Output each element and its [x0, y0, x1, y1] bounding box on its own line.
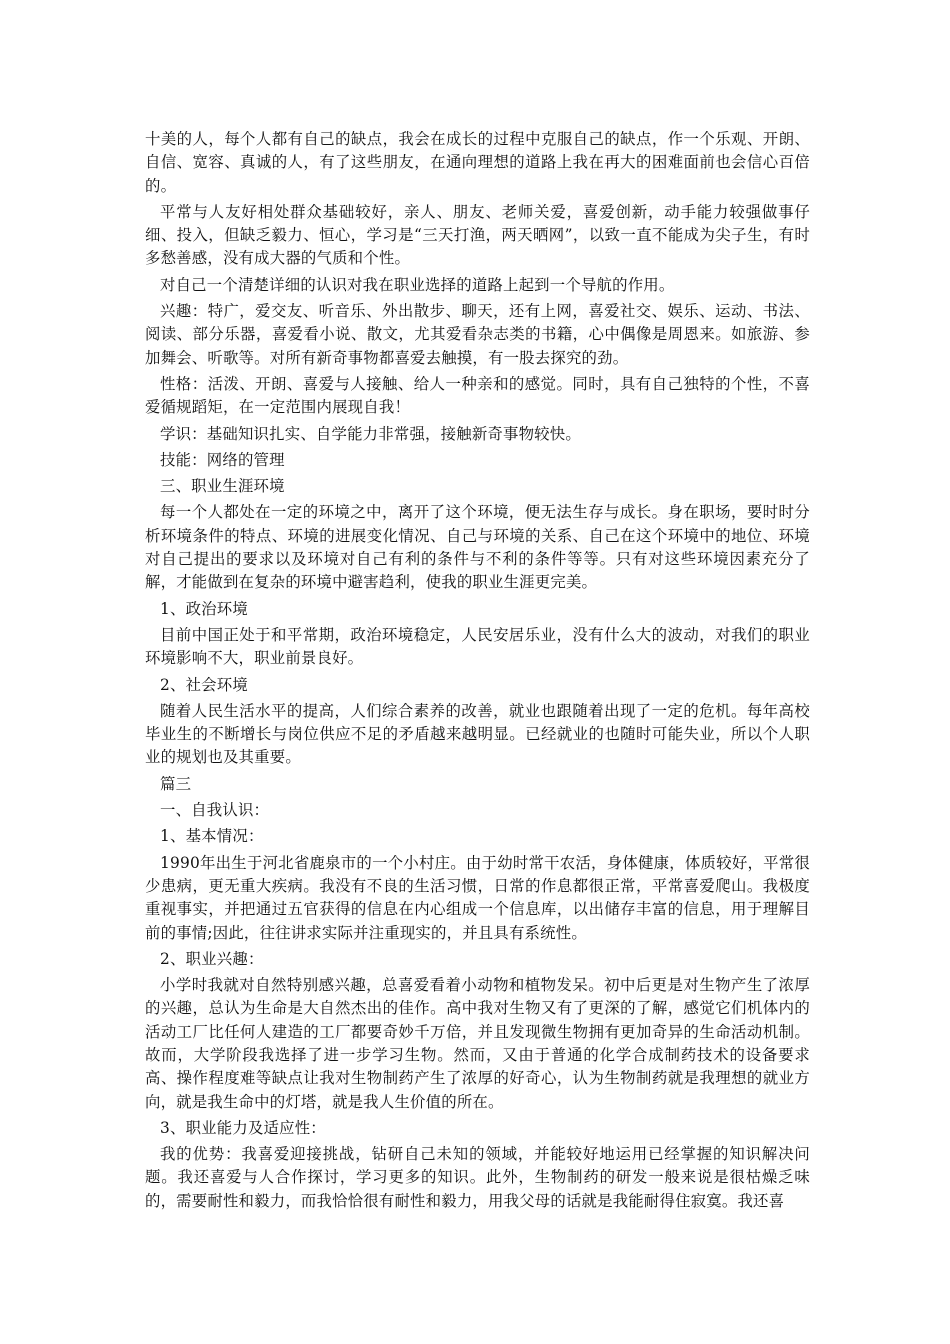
paragraph: 学识：基础知识扎实、自学能力非常强，接触新奇事物较快。: [160, 424, 581, 443]
paragraph: 1990年出生于河北省鹿泉市的一个小村庄。由于幼时常干农活，身体健康，体质较好，平常很少患病，更无重大疾病。我没有不良的生活习惯，日常的作息都很正常，平常喜爱爬山。我极度重视事实，并把通过五官获得的信息在内心组成一个信息库，以出储存丰富的信息，用于理解目前的事情;因此，往往讲求实际并注重现实的，并且具有系统性。: [145, 853, 810, 942]
paragraph: 每一个人都处在一定的环境之中，离开了这个环境，便无法生存与成长。身在职场，要时时分析环境条件的特点、环境的进展变化情况、自己与环境的关系、自己在这个环境中的地位、环境对自己提出的要求以及环境对自己有利的条件与不利的条件等等。只有对这些环境因素充分了解，才能做到在复杂的环境中避害趋利，使我的职业生涯更完美。: [145, 503, 810, 592]
subsection-heading: 3、职业能力及适应性：: [160, 1118, 326, 1137]
section-heading: 三、职业生涯环境: [160, 477, 285, 496]
section-heading: 一、自我认识：: [160, 801, 270, 820]
subsection-heading: 2、职业兴趣：: [160, 949, 264, 968]
paragraph: 随着人民生活水平的提高，人们综合素养的改善，就业也跟随着出现了一定的危机。每年高校毕业生的不断增长与岗位供应不足的矛盾越来越明显。已经就业的也随时可能失业，所以个人职业的规划也及其重要。: [145, 701, 810, 767]
paragraph: 十美的人，每个人都有自己的缺点，我会在成长的过程中克服自己的缺点，作一个乐观、开朗、自信、宽容、真诚的人，有了这些朋友，在通向理想的道路上我在再大的困难面前也会信心百倍的。: [145, 130, 810, 195]
paragraph: 目前中国正处于和平常期，政治环境稳定，人民安居乐业，没有什么大的波动，对我们的职业环境影响不大，职业前景良好。: [145, 625, 810, 668]
subsection-heading: 1、基本情况：: [160, 827, 264, 846]
paragraph: 平常与人友好相处群众基础较好，亲人、朋友、老师关爱，喜爱创新，动手能力较强做事仔细、投入，但缺乏毅力、恒心，学习是“三天打渔，两天晒网”，以致一直不能成为尖子生，有时多愁善感，没有成大器的气质和个性。: [145, 202, 810, 268]
paragraph: 对自己一个清楚详细的认识对我在职业选择的道路上起到一个导航的作用。: [160, 275, 675, 294]
subsection-heading: 1、政治环境: [160, 599, 248, 618]
chapter-heading: 篇三: [160, 774, 192, 793]
paragraph: 技能：网络的管理: [160, 450, 285, 469]
paragraph: 我的优势：我喜爱迎接挑战，钻研自己未知的领域，并能较好地运用已经掌握的知识解决问题。我还喜爱与人合作探讨，学习更多的知识。此外，生物制药的研发一般来说是很枯燥乏味的，需要耐性和毅力，而我恰恰很有耐性和毅力，用我父母的话就是我能耐得住寂寞。我还喜: [145, 1145, 810, 1210]
paragraph: 兴趣：特广，爱交友、听音乐、外出散步、聊天，还有上网，喜爱社交、娱乐、运动、书法、阅读、部分乐器，喜爱看小说、散文，尤其爱看杂志类的书籍，心中偶像是周恩来。如旅游、参加舞会、听歌等。对所有新奇事物都喜爱去触摸，有一股去探究的劲。: [145, 302, 810, 367]
paragraph: 性格：活泼、开朗、喜爱与人接触、给人一种亲和的感觉。同时，具有自己独特的个性，不喜爱循规蹈矩，在一定范围内展现自我！: [145, 374, 810, 417]
document-page: [145, 128, 810, 1216]
subsection-heading: 2、社会环境: [160, 675, 248, 694]
paragraph: 小学时我就对自然特别感兴趣，总喜爱看着小动物和植物发呆。初中后更是对生物产生了浓厚的兴趣，总认为生命是大自然杰出的佳作。高中我对生物又有了更深的了解，感觉它们机体内的活动工厂比任何人建造的工厂都要奇妙千万倍，并且发现微生物拥有更加奇异的生命活动机制。故而，大学阶段我选择了进一步学习生物。然而，又由于普通的化学合成制药技术的设备要求高、操作程度难等缺点让我对生物制药产生了浓厚的好奇心，认为生物制药就是我理想的就业方向，就是我生命中的灯塔，就是我人生价值的所在。: [145, 976, 810, 1111]
